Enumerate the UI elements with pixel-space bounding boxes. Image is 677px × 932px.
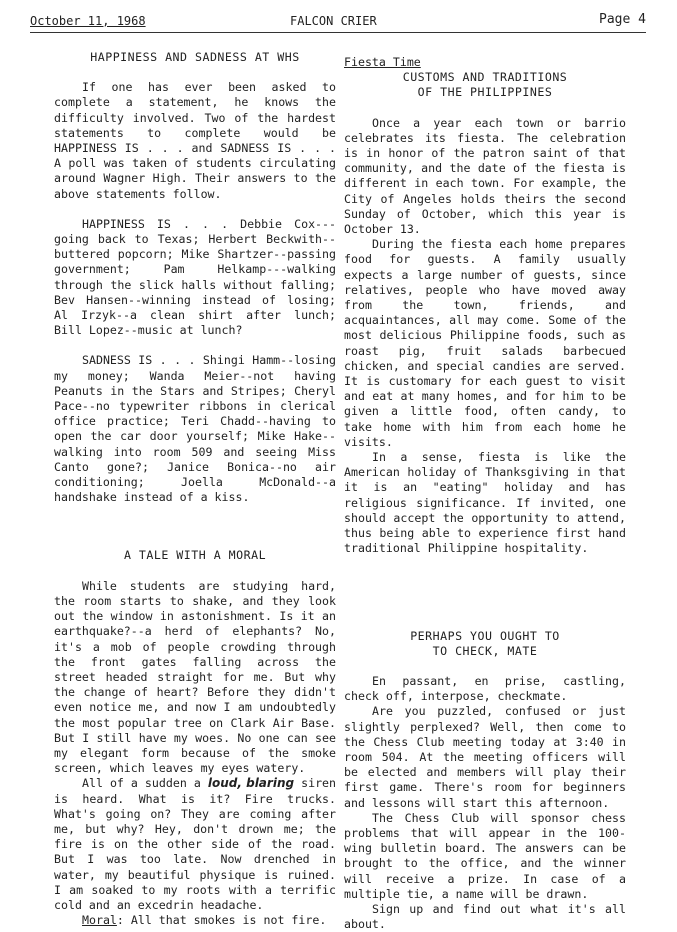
customs-title-line-1: CUSTOMS AND TRADITIONS <box>402 70 568 85</box>
sadness-answers: SADNESS IS . . . Shingi Hamm--losing my money; Wanda Meier--not having Peanuts in the Stars and Stripes; Cheryl Pace--no typewriter ribbons in clerical office practice; Teri Chadd--having to open the car door yourself; Mike Hake--walking into room 509 and seeing Miss Canto gone?; Janice Bonica--no air conditioning; Joella McDonald--a handshake instead of a kiss. <box>54 353 336 505</box>
chess-paragraph-2: Are you puzzled, confused or just slightly perplexed? Well, then come to the Chess Club meeting today at 3:40 in room 504. At the meeting officers will be elected and members will play their first game. There's room for beginners and lessons will start this afternoon. <box>344 704 626 810</box>
moral-label: Moral <box>82 913 117 928</box>
fiesta-paragraph-3: In a sense, fiesta is like the American holiday of Thanksgiving in that it is an "eating" holiday and has religious significance. If invited, one should accept the opportunity to attend, thus being able to experience first hand traditional Philippine hospitality. <box>344 450 626 556</box>
tale-paragraph-1: While students are studying hard, the room starts to shake, and they look out the window in astonishment. Is it an earthquake?--a herd of elephants? No, it's a mob of people crowding through the front gates falling across the street headed straight for me. But why the change of heart? Before they didn't even notice me, and now I am undoubtedly the most popular tree on Clark Air Base. But I still have my woes. No one can see my elegant form because of the smoke screen, which leaves my eyes watery. <box>54 578 336 776</box>
fiesta-paragraph-1: Once a year each town or barrio celebrates its fiesta. The celebration is in honor of the patron saint of that community, and the date of the fiesta is different in each town. For example, the City of Angeles holds theirs the second Sunday of October, which this year is October 13. <box>344 115 626 237</box>
page-header <box>30 12 646 33</box>
chess-paragraph-4: Sign up and find out what it's all about. <box>344 901 626 932</box>
chess-paragraph-3: The Chess Club will sponsor chess problems that will appear in the 100-wing bulletin board. The answers can be brought to the office, and the winner will receive a prize. In case of a multiple tie, a name will be drawn. <box>344 810 626 901</box>
happiness-title: HAPPINESS AND SADNESS AT WHS <box>90 50 300 64</box>
chess-title-line-2: TO CHECK, MATE <box>432 643 538 658</box>
left-column <box>54 50 336 928</box>
fiesta-paragraph-2: During the fiesta each home prepares food for guests. A family usually expects a large number of guests, since relatives, people who have moved away from the town, friends, and acquaintances, all may come. Some of the most delicious Philippine foods, such as roast pig, fruit salads barbecued chicken, and special candies are served. It is customary for each guest to visit and eat at many homes, and for him to be given a little food, often candy, to take home with him from each home he visits. <box>344 237 626 449</box>
customs-title-line-2: OF THE PHILIPPINES <box>417 85 553 100</box>
handwritten-insert: loud, blaring <box>207 776 295 791</box>
happiness-answers: HAPPINESS IS . . . Debbie Cox---going back to Texas; Herbert Beckwith--buttered popcorn; Mike Shartzer--passing government; Pam Helkamp---walking through the slick halls without falling; Bev Hansen--winning instead of losing; Al Irzyk--a clean shirt after lunch; Bill Lopez--music at lunch? <box>54 216 336 338</box>
chess-title-line-1: PERHAPS YOU OUGHT TO <box>410 628 560 643</box>
tale-title: A TALE WITH A MORAL <box>123 548 267 563</box>
page-number: Page 4 <box>599 12 646 27</box>
paper-name: FALCON CRIER <box>290 14 377 28</box>
fiesta-kicker: Fiesta Time <box>344 55 421 69</box>
tale-p2-rest: siren is heard. What is it? Fire trucks. What's going on? They are coming after me, but why? Hey, don't drown me; the fire is on the other side of the road. But I was too late. Now drenched in water, my beautiful physique is ruined. I am soaked to my roots with a terrific cold and an excedrin headache. <box>54 776 337 912</box>
happiness-intro: If one has ever been asked to complete a statement, he knows the difficulty involved. Two of the hardest statements to complete would be HAPPINESS IS . . . and SADNESS IS . . . A poll was taken of students circulating around Wagner High. Their answers to the above statements follow. <box>54 80 336 201</box>
moral-text: : All that smokes is not fire. <box>116 913 327 928</box>
tale-paragraph-2 <box>54 776 336 913</box>
chess-paragraph-1: En passant, en prise, castling, check off, interpose, checkmate. <box>344 673 626 704</box>
issue-date: October 11, 1968 <box>30 14 146 28</box>
tale-moral <box>54 913 336 928</box>
tale-p2-start: All of a sudden a <box>82 776 201 791</box>
right-column <box>344 55 626 932</box>
